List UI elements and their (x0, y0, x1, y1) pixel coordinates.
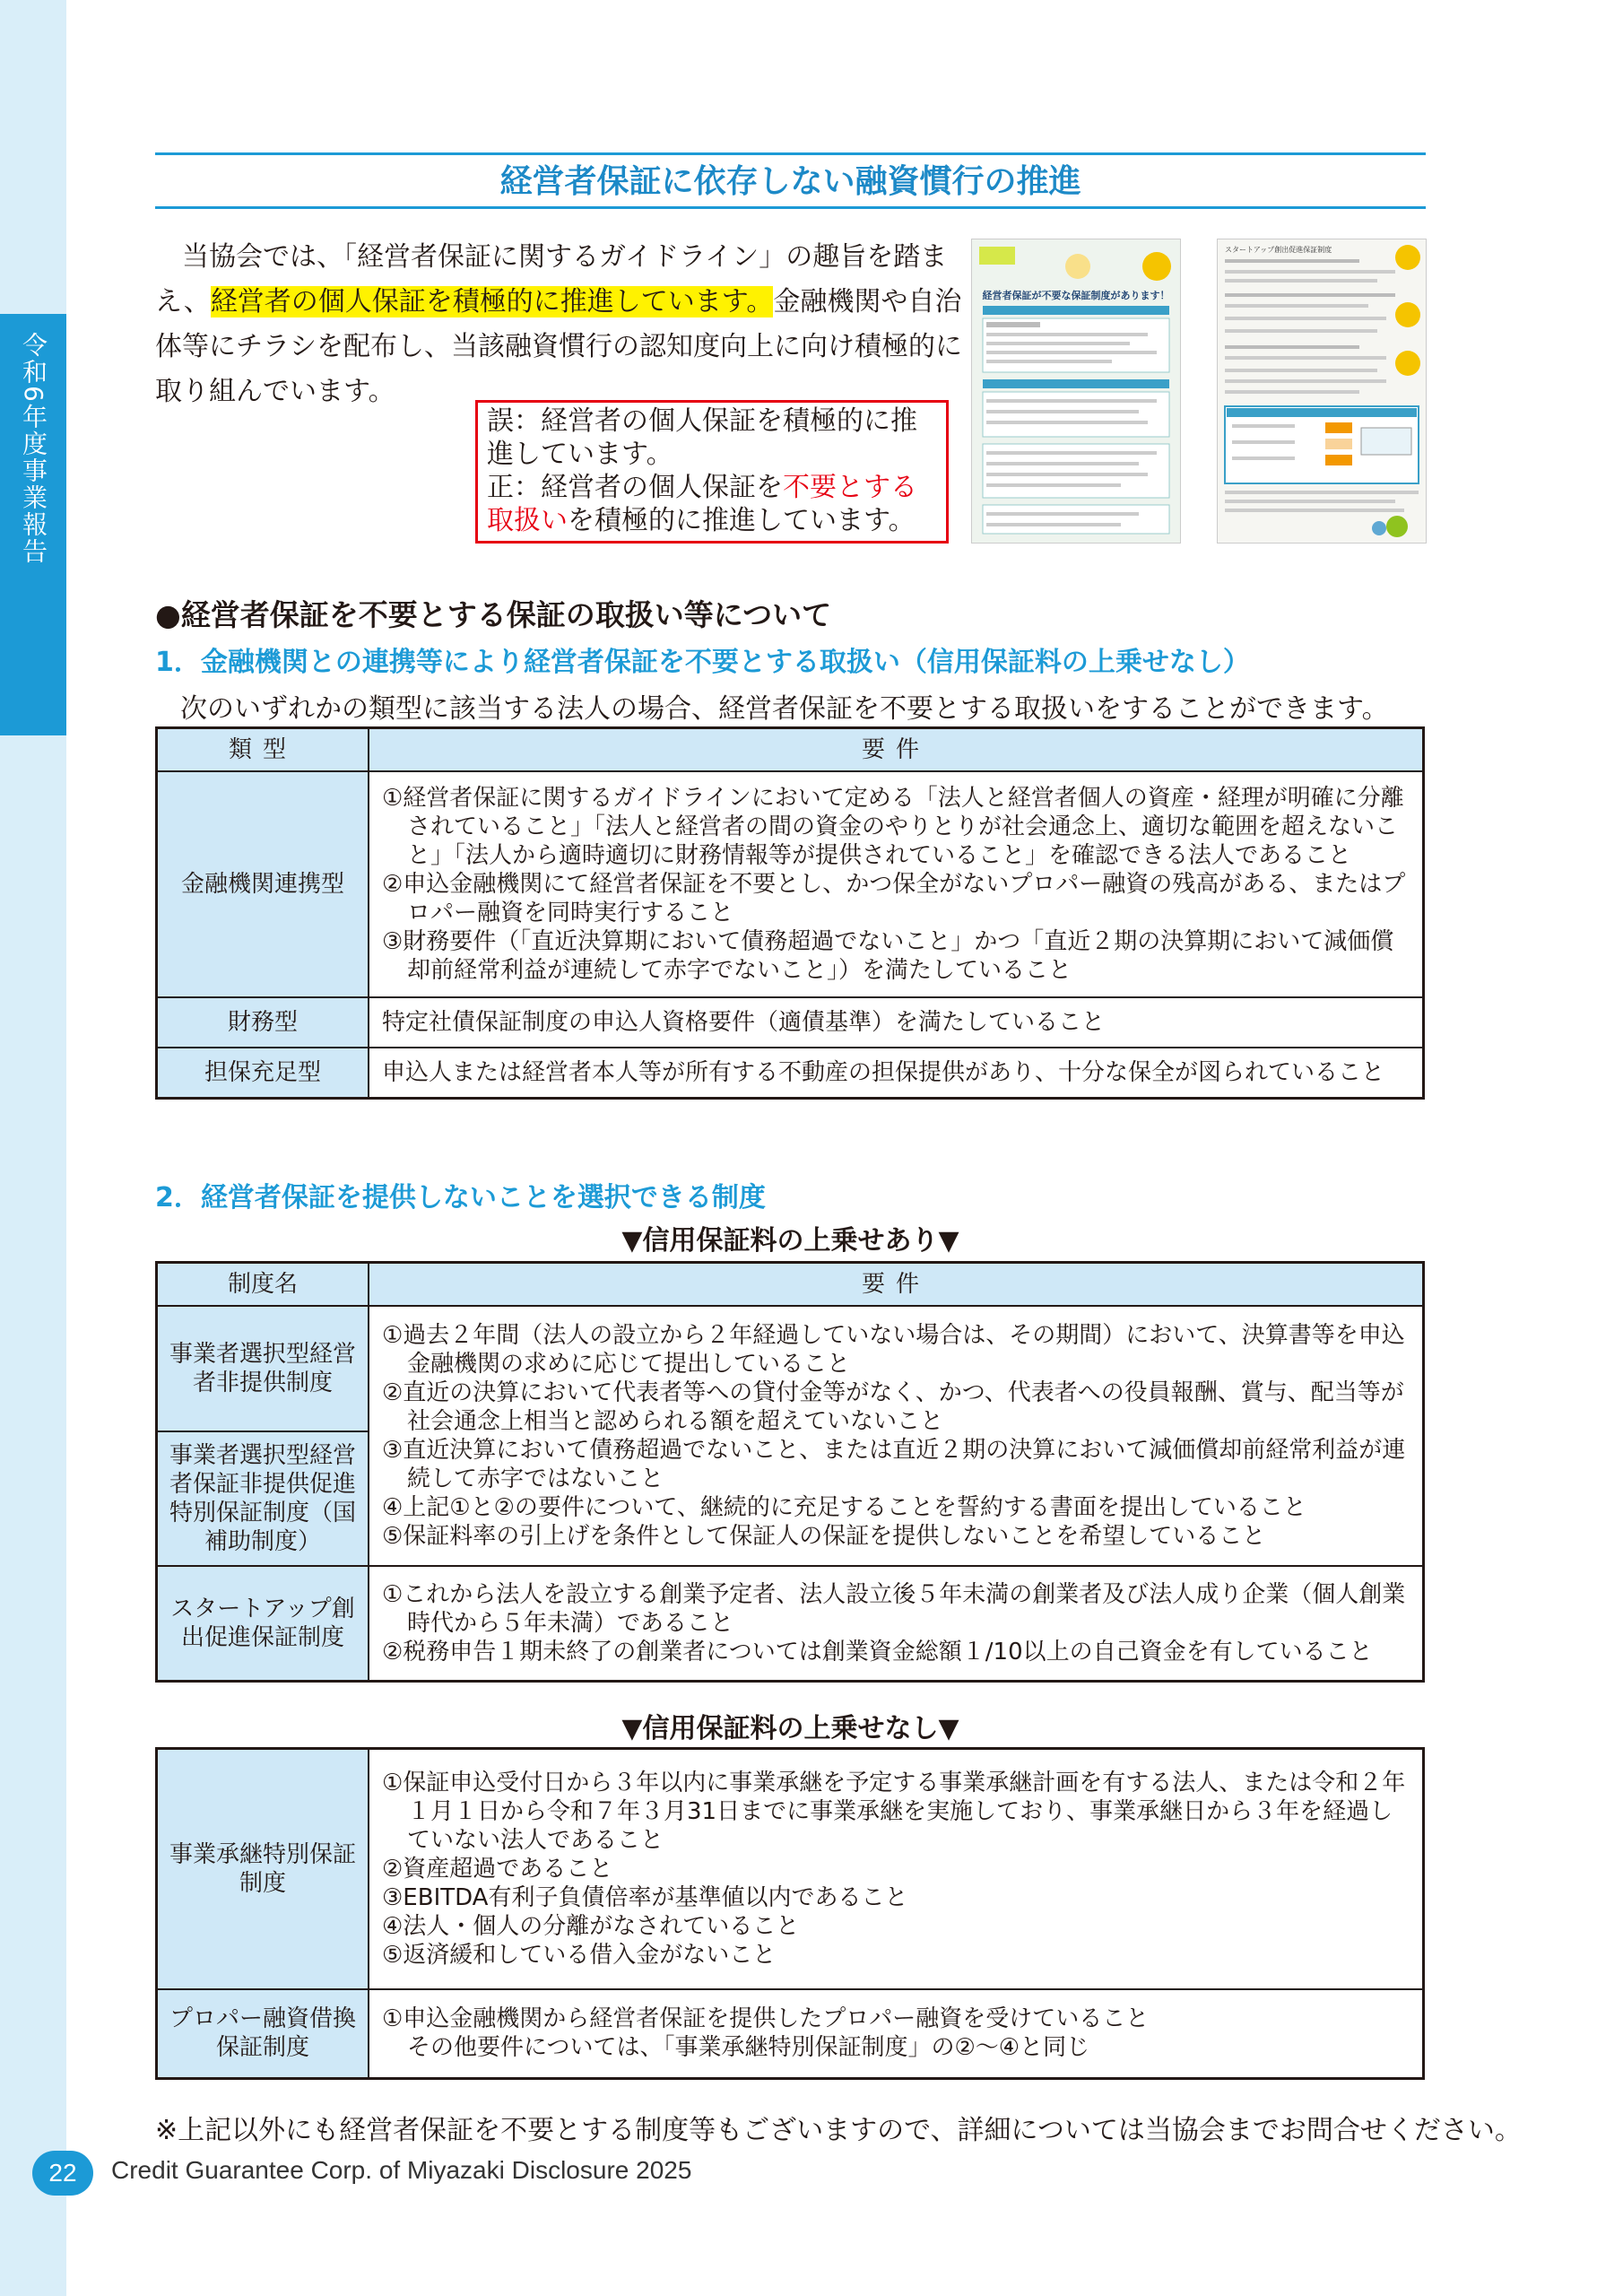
requirement-item: ①過去２年間（法人の設立から２年経過していない場合は、その期間）において、決算書等を申込金融機関の求めに応じて提出していること (382, 1322, 1405, 1378)
title-rule-bottom (155, 206, 1426, 209)
requirement-item: ③EBITDA有利子負債倍率が基準値以内であること (382, 1883, 908, 1911)
flyer-1-title: 経営者保証が不要な保証制度があります！ (982, 290, 1170, 301)
flyer-2-graphic (1218, 239, 1426, 543)
subsection-2-heading: 2．経営者保証を提供しないことを選択できる制度 (155, 1182, 766, 1213)
footnote: ※上記以外にも経営者保証を不要とする制度等もございますので、詳細については当協会までお問合せください。 (155, 2115, 1522, 2146)
flyer-thumbnail-1 (971, 239, 1181, 544)
correction-right (487, 471, 937, 537)
correction-right-suffix: を積極的に推進しています。 (568, 505, 916, 536)
correction-wrong: 誤：経営者の個人保証を積極的に推進しています。 (487, 405, 917, 470)
row-type: 担保充足型 (157, 1048, 369, 1098)
without-fee-heading: ▼信用保証料の上乗せなし▼ (621, 1713, 959, 1744)
flyer-thumbnail-2 (1217, 239, 1427, 544)
table-without-fee (155, 1747, 1425, 2080)
table-row (157, 997, 1424, 1048)
table-row (157, 771, 1424, 997)
intro-part2: 金融機関や自治体等にチラシを配布し、当該融資慣行の認知度向上に向け積極的に取り組んでいます。 (155, 286, 962, 407)
requirement-item: ①保証申込受付日から３年以内に事業承継を予定する事業承継計画を有する法人、または令和２年１月１日から令和７年３月31日までに事業承継を実施しており、事業承継日から３年を経過していない法人であること (382, 1769, 1406, 1854)
row-requirements (369, 1989, 1424, 2079)
requirement-item: ③財務要件（「直近決算期において債務超過でないこと」かつ「直近２期の決算期において減価償却前経常利益が連続して赤字でないこと」）を満たしていること (382, 928, 1394, 984)
table-row (157, 1048, 1424, 1098)
row-requirements (369, 771, 1424, 997)
system-name: プロパー融資借換保証制度 (157, 1989, 369, 2079)
row-requirement: 特定社債保証制度の申込人資格要件（適債基準）を満たしていること (369, 997, 1424, 1048)
chapter-tab (0, 314, 66, 735)
title-rule-top (155, 152, 1426, 155)
intro-part1: 当協会では、「経営者保証に関するガイドライン」の趣旨を踏まえ、 (155, 241, 948, 317)
requirement-item: その他要件については、「事業承継特別保証制度」の②～④と同じ (407, 2034, 1090, 2062)
correction-box (475, 400, 949, 544)
section-heading: ●経営者保証を不要とする保証の取扱い等について (155, 597, 832, 632)
table-row (157, 1566, 1424, 1681)
requirement-item: ①これから法人を設立する創業予定者、法人設立後５年未満の創業者及び法人成り企業（個人創業時代から５年未満）であること (382, 1580, 1406, 1637)
requirement-item: ①経営者保証に関するガイドラインにおいて定める「法人と経営者個人の資産・経理が明確に分離されていること」「法人と経営者の間の資金のやりとりが社会通念上、適切な範囲を超えないこと」「法人から適時適切に財務情報等が提供されていること」を確認できる法人であること (382, 785, 1404, 869)
with-fee-heading: ▼信用保証料の上乗せあり▼ (621, 1225, 959, 1257)
subsection-1-heading: 1．金融機関との連携等により経営者保証を不要とする取扱い（信用保証料の上乗せなし） (155, 647, 1250, 678)
page-number: 22 (32, 2151, 93, 2196)
table-row (157, 1989, 1424, 2079)
requirement-item: ②申込金融機関にて経営者保証を不要とし、かつ保全がないプロパー融資の残高がある、またはプロパー融資を同時実行すること (382, 871, 1406, 926)
system-name: スタートアップ創出促進保証制度 (157, 1566, 369, 1681)
col-header-requirement: 要件 (369, 1263, 1424, 1307)
requirement-item: ②資産超過であること (382, 1855, 613, 1883)
table-row (157, 1306, 1424, 1431)
table-row (157, 1749, 1424, 1989)
col-header-requirement: 要件 (369, 728, 1424, 772)
row-requirement: 申込人または経営者本人等が所有する不動産の担保提供があり、十分な保全が図られていること (369, 1048, 1424, 1098)
system-name: 事業者選択型経営者非提供制度 (157, 1306, 369, 1431)
requirement-item: ④上記①と②の要件について、継続的に充足することを誓約する書面を提出していること (382, 1494, 1306, 1521)
row-type: 金融機関連携型 (157, 771, 369, 997)
table-header-row (157, 728, 1424, 772)
requirement-item: ②税務申告１期未終了の創業者については創業資金総額１/10以上の自己資金を有していること (382, 1638, 1373, 1665)
requirement-item: ⑤返済緩和している借入金がないこと (382, 1941, 777, 1969)
row-type: 財務型 (157, 997, 369, 1048)
table-header-row (157, 1263, 1424, 1307)
col-header-name: 制度名 (157, 1263, 369, 1307)
requirement-item: ①申込金融機関から経営者保証を提供したプロパー融資を受けていること (382, 2005, 1150, 2033)
correction-right-prefix: 正：経営者の個人保証を (487, 472, 783, 503)
requirement-item: ②直近の決算において代表者等への貸付金等がなく、かつ、代表者への役員報酬、賞与、配当等が社会通念上相当と認められる額を超えていないこと (382, 1379, 1404, 1435)
subsection-1-lead: 次のいずれかの類型に該当する法人の場合、経営者保証を不要とする取扱いをすることができます。 (180, 693, 1389, 725)
requirement-item: ③直近決算において債務超過でないこと、または直近２期の決算において減価償却前経常利益が連続して赤字ではないこと (382, 1437, 1406, 1492)
intro-paragraph (155, 235, 962, 414)
row-requirements (369, 1749, 1424, 1989)
chapter-label: 令和6年度事業報告 (19, 332, 48, 565)
table-no-guarantee-types (155, 726, 1425, 1100)
requirement-item: ④法人・個人の分離がなされていること (382, 1912, 800, 1940)
table-with-fee (155, 1261, 1425, 1683)
row-requirements (369, 1566, 1424, 1681)
correction-right-red: 不要とする取扱い (487, 472, 917, 536)
system-name: 事業者選択型経営者保証非提供促進特別保証制度（国補助制度） (157, 1431, 369, 1566)
page-title: 経営者保証に依存しない融資慣行の推進 (499, 163, 1081, 200)
requirement-item: ⑤保証料率の引上げを条件として保証人の保証を提供しないことを希望していること (382, 1523, 1266, 1550)
system-name: 事業承継特別保証制度 (157, 1749, 369, 1989)
flyer-1-graphic (972, 239, 1180, 543)
intro-highlight: 経営者の個人保証を積極的に推進しています。 (210, 286, 774, 317)
flyer-2-title: スタートアップ創出促進保証制度 (1225, 246, 1332, 254)
footer-text: Credit Guarantee Corp. of Miyazaki Disclosure 2025 (111, 2156, 692, 2184)
col-header-type: 類型 (157, 728, 369, 772)
row-requirements (369, 1306, 1424, 1566)
